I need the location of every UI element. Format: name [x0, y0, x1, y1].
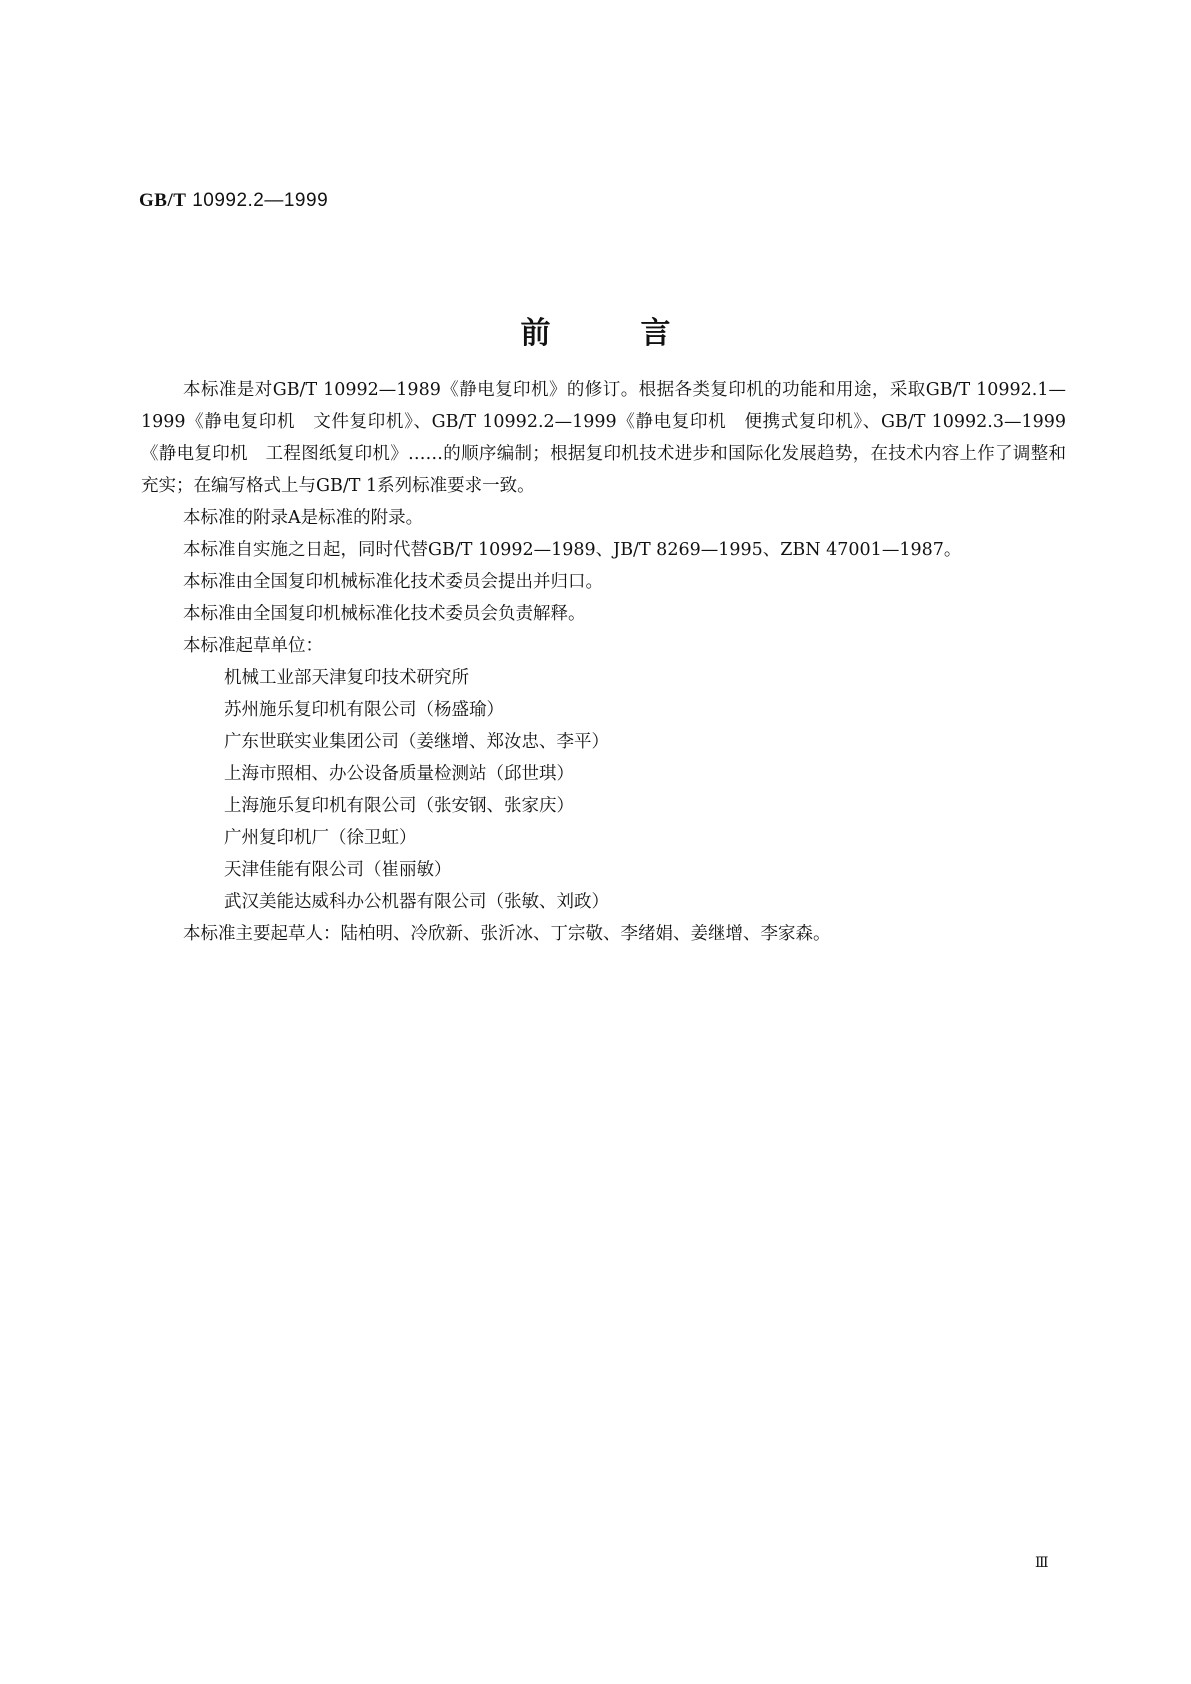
- interpreter-statement: 本标准由全国复印机械标准化技术委员会负责解释。: [183, 604, 586, 624]
- drafting-unit-item: 广州复印机厂（徐卫虹）: [224, 828, 417, 848]
- drafting-unit-item: 天津佳能有限公司（崔丽敏）: [224, 860, 452, 880]
- main-drafters: 本标准主要起草人：陆柏明、冷欣新、张沂冰、丁宗敬、李绪娟、姜继增、李家森。: [183, 924, 831, 944]
- drafting-unit-item: 上海市照相、办公设备质量检测站（邱世琪）: [224, 764, 574, 784]
- drafting-unit-item: 武汉美能达威科办公机器有限公司（张敏、刘政）: [224, 892, 609, 912]
- page-number: Ⅲ: [1035, 1555, 1049, 1571]
- appendix-statement: 本标准的附录A是标准的附录。: [183, 508, 424, 528]
- replacement-statement: 本标准自实施之日起，同时代替GB/T 10992—1989、JB/T 8269—1995、ZBN 47001—1987。: [183, 540, 962, 560]
- drafting-unit-item: 上海施乐复印机有限公司（张安钢、张家庆）: [224, 796, 574, 816]
- standard-code-number: 10992.2—1999: [192, 190, 329, 211]
- foreword-body: [141, 374, 1066, 950]
- drafting-unit-item: 机械工业部天津复印技术研究所: [224, 668, 469, 688]
- proposer-statement: 本标准由全国复印机械标准化技术委员会提出并归口。: [183, 572, 603, 592]
- intro-paragraph: 本标准是对GB/T 10992—1989《静电复印机》的修订。根据各类复印机的功能和用途，采取GB/T 10992.1—1999《静电复印机 文件复印机》、GB/T 10992.2—1999《静电复印机 便携式复印机》、GB/T 10992.3—1999《静电复印机 工程图纸复印机》……的顺序编制；根据复印机技术进步和国际化发展趋势，在技术内容上作了调整和充实；在编写格式上与GB/T 1系列标准要求一致。: [141, 380, 1066, 496]
- page-title: 前言: [520, 316, 761, 351]
- standard-code-prefix: GB/T: [139, 190, 187, 211]
- drafting-units-heading: 本标准起草单位：: [183, 636, 323, 656]
- standard-code: [139, 190, 328, 212]
- drafting-unit-item: 广东世联实业集团公司（姜继增、郑汝忠、李平）: [224, 732, 609, 752]
- drafting-unit-item: 苏州施乐复印机有限公司（杨盛瑜）: [224, 700, 504, 720]
